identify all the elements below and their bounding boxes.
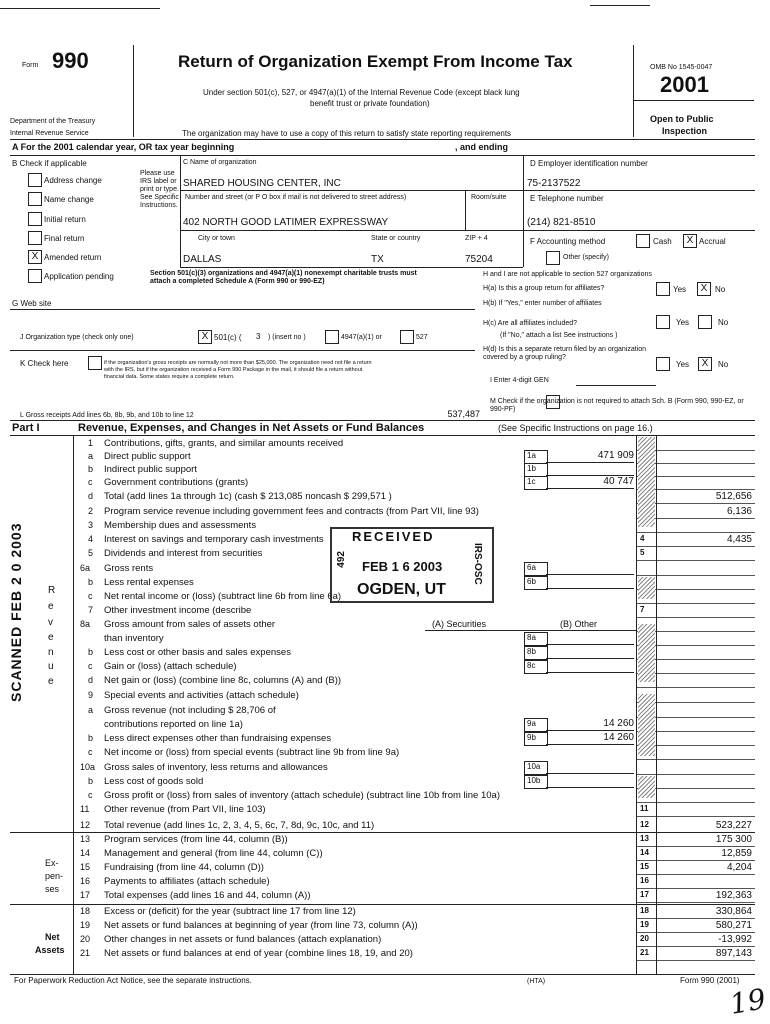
line-number: 12: [80, 820, 91, 830]
phone-value: (214) 821-8510: [527, 217, 596, 228]
line-number: 14: [80, 848, 91, 858]
org-grid-right: [523, 156, 524, 267]
side-expenses-1: Ex-: [45, 858, 59, 868]
hb-question: H(b) If "Yes," enter number of affiliates: [483, 300, 602, 307]
line-label: Total expenses (add lines 16 and 44, column (A)): [104, 890, 311, 901]
line-number: c: [88, 477, 93, 487]
line-number: 7: [88, 605, 94, 615]
line-label: than inventory: [104, 633, 164, 644]
line-number: 5: [88, 548, 94, 558]
line-label: Management and general (from line 44, column (C)): [104, 848, 323, 859]
phone-rule: [523, 230, 755, 231]
line-label: Total revenue (add lines 1c, 2, 3, 4, 5, 6c, 7, 8d, 9c, 10c, and 11): [104, 820, 375, 831]
line-number: a: [88, 451, 94, 461]
open-public: Open to Public: [650, 114, 714, 124]
line-column-number: 21: [640, 948, 649, 957]
form-subtitle-1: Under section 501(c), 527, or 4947(a)(1) of the Internal Revenue Code (except black lung: [203, 88, 520, 97]
line-value[interactable]: 523,227: [715, 820, 752, 831]
section-501-note: Section 501(c)(3) organizations and 4947(a)(1) nonexempt charitable trusts must attach a completed Schedule A (Form 990 or 990-EZ): [150, 270, 417, 285]
hc-yes-label: Yes: [676, 318, 690, 327]
tax-year: 2001: [660, 72, 709, 97]
sub-line-box: 1a: [524, 450, 548, 464]
line-label: Payments to affiliates (attach schedule): [104, 876, 270, 887]
hatch-4: [638, 694, 655, 756]
sub-line-value[interactable]: [546, 660, 634, 673]
form-number: 990: [52, 48, 89, 73]
org-city: DALLAS: [183, 254, 222, 265]
row-rule: [636, 960, 755, 961]
side-e3: e: [48, 676, 54, 687]
org-name-rule: [180, 190, 523, 191]
line-column-number: 20: [640, 934, 649, 943]
line-label: Other changes in net assets or fund balances (attach explanation): [104, 934, 382, 945]
line-number: 8a: [80, 619, 91, 629]
org-name: SHARED HOUSING CENTER, INC: [183, 178, 341, 189]
line-label: Gain or (loss) (attach schedule): [104, 661, 237, 672]
section-rule: [10, 832, 755, 833]
handwritten-page-number: 19: [727, 982, 769, 1021]
line-label: Net income or (loss) from special events (subtract line 9b from line 9a): [104, 747, 400, 758]
sub-line-box: 9b: [524, 732, 548, 746]
sub-line-value[interactable]: [546, 576, 634, 589]
line-label: contributions reported on line 1a): [104, 719, 243, 730]
application-pending-label: Application pending: [44, 272, 114, 281]
received-stamp: [330, 527, 494, 603]
line-number: 16: [80, 876, 91, 886]
org-state: TX: [371, 254, 384, 265]
sub-line-box: 1c: [524, 476, 548, 490]
line-label: Dividends and interest from securities: [104, 548, 263, 559]
dept-treasury: Department of the Treasury: [10, 118, 96, 125]
m-checkbox[interactable]: [546, 395, 560, 409]
column-a-header: (A) Securities: [432, 619, 487, 629]
room-divider: [465, 191, 466, 230]
section-rule: [10, 904, 755, 905]
row-rule: [636, 902, 755, 903]
line-column-number: 7: [640, 605, 645, 614]
omb-number: OMB No 1545-0047: [650, 64, 713, 71]
city-label: City or town: [198, 235, 235, 242]
line-label: Indirect public support: [104, 464, 197, 475]
side-divider: [73, 436, 74, 974]
line-i: I Enter 4-digit GEN: [490, 377, 549, 384]
cash-label: Cash: [653, 237, 672, 246]
stamp-side: IRS-OSC: [472, 543, 483, 585]
footer-notice: For Paperwork Reduction Act Notice, see the separate instructions.: [14, 976, 252, 985]
line-value[interactable]: 580,271: [715, 920, 752, 931]
sub-line-box: 6b: [524, 576, 548, 590]
line-number: 9: [88, 690, 94, 700]
line-a: A For the 2001 calendar year, OR tax year beginning: [12, 142, 235, 152]
line-number: c: [88, 591, 93, 601]
sub-line-box: 8b: [524, 646, 548, 660]
line-a-ending: , and ending: [455, 142, 508, 152]
stamp-received: RECEIVED: [352, 529, 435, 544]
side-net-2: Assets: [35, 945, 65, 955]
hc-yes-checkbox[interactable]: [656, 315, 670, 329]
line-number: b: [88, 776, 94, 786]
line-value[interactable]: -13,992: [718, 934, 752, 945]
initial-return-label: Initial return: [44, 215, 86, 224]
row-rule: [636, 874, 755, 875]
line-number: 11: [80, 804, 90, 814]
sub-line-box: 6a: [524, 562, 548, 576]
line-column-number: 5: [640, 548, 645, 557]
footer-form: Form 990 (2001): [680, 976, 740, 985]
501c-label: 501(c) (: [214, 333, 242, 342]
line-label: Gross revenue (not including $ 28,706 of: [104, 705, 276, 716]
line-number: 3: [88, 520, 94, 530]
line-label: Membership dues and assessments: [104, 520, 257, 531]
line-number: c: [88, 661, 93, 671]
hd-yes-label: Yes: [676, 360, 690, 369]
line-number: 4: [88, 534, 94, 544]
sub-line-box: 1b: [524, 463, 548, 477]
row-rule: [636, 816, 755, 817]
sub-line-box: 8a: [524, 632, 548, 646]
line-number: 18: [80, 906, 91, 916]
line-a-rule: [10, 155, 755, 156]
line-column-number: 4: [640, 534, 645, 543]
ein-label: D Employer identification number: [530, 159, 648, 168]
l-rule: [10, 420, 755, 421]
k-checkbox[interactable]: [88, 356, 102, 370]
sub-line-value[interactable]: 14 260: [546, 718, 634, 731]
501c-checkbox[interactable]: X: [198, 330, 212, 344]
row-rule: [636, 759, 755, 760]
501c-number: 3: [256, 332, 261, 341]
side-e1: e: [48, 601, 54, 612]
name-change-checkbox[interactable]: [28, 192, 42, 206]
row-rule: [636, 617, 755, 618]
stamp-city: OGDEN, UT: [357, 581, 446, 598]
line-label: Net rental income or (loss) (subtract line 6b from line 6a): [104, 591, 342, 602]
hatch-2: [638, 577, 655, 599]
col-num-divider: [636, 436, 637, 974]
line-column-number: 18: [640, 906, 649, 915]
inspection: Inspection: [662, 126, 708, 136]
527-label: 527: [416, 334, 428, 341]
state-notice: The organization may have to use a copy of this return to satisfy state reporting requirements: [182, 129, 512, 138]
line-value[interactable]: 4,435: [726, 534, 752, 545]
application-pending-checkbox[interactable]: [28, 269, 42, 283]
row-rule: [636, 546, 755, 547]
line-number: 2: [88, 506, 94, 516]
sub-line-value[interactable]: [546, 761, 634, 774]
line-column-number: 11: [640, 804, 649, 813]
line-value[interactable]: 4,204: [726, 862, 752, 873]
side-expenses-3: ses: [45, 884, 60, 894]
part-i-rule: [10, 435, 755, 436]
part-i-label: Part I: [12, 422, 40, 434]
stamp-date: FEB 1 6 2003: [362, 559, 443, 574]
sub-line-value[interactable]: 14 260: [546, 732, 634, 745]
phone-label: E Telephone number: [530, 194, 604, 203]
name-change-label: Name change: [44, 195, 94, 204]
amended-return-label: Amended return: [44, 253, 102, 262]
web-site-label: G Web site: [12, 299, 52, 308]
hatch-3: [638, 624, 655, 682]
line-number: 21: [80, 948, 91, 958]
initial-return-checkbox[interactable]: [28, 212, 42, 226]
accrual-label: Accrual: [699, 237, 726, 246]
line-label: Net assets or fund balances at end of year (combine lines 18, 19, and 20): [104, 948, 413, 959]
ha-yes-label: Yes: [673, 285, 687, 294]
side-expenses-2: pen-: [45, 871, 64, 881]
line-label: Gross profit or (loss) from sales of inventory (attach schedule) (subtract line 10b from line 10a): [104, 790, 500, 801]
line-number: 13: [80, 834, 91, 844]
line-label: Fundraising (from line 44, column (D)): [104, 862, 264, 873]
cash-checkbox[interactable]: [636, 234, 650, 248]
side-net-1: Net: [45, 932, 60, 942]
line-label: Total (add lines 1a through 1c) (cash $ 213,085 noncash $ 299,571 ): [104, 491, 392, 502]
sub-line-value[interactable]: [546, 463, 634, 476]
line-label: Contributions, gifts, grants, and similar amounts received: [104, 438, 344, 449]
amended-return-checkbox[interactable]: X: [28, 250, 42, 264]
line-column-number: 13: [640, 834, 649, 843]
top-rule: [0, 8, 160, 9]
k-label: K Check here: [20, 359, 69, 368]
hd-no-checkbox[interactable]: X: [698, 357, 712, 371]
row-rule: [636, 860, 755, 861]
j-rule: [10, 350, 475, 351]
side-n: n: [48, 647, 54, 658]
row-rule: [636, 888, 755, 889]
line-number: b: [88, 733, 94, 743]
dept-irs: Internal Revenue Service: [10, 130, 89, 137]
line-number: 1: [88, 438, 94, 448]
line-value[interactable]: 512,656: [715, 491, 752, 502]
line-label: Net gain or (loss) (combine line 8c, columns (A) and (B)): [104, 675, 342, 686]
row-rule: [636, 560, 755, 561]
sub-line-value[interactable]: [546, 562, 634, 575]
row-rule: [636, 918, 755, 919]
room-label: Room/suite: [471, 194, 507, 201]
line-label: Special events and activities (attach schedule): [104, 690, 299, 701]
line-value[interactable]: 192,363: [715, 890, 752, 901]
line-label: Government contributions (grants): [104, 477, 249, 488]
line-label: Program service revenue including government fees and contracts (from Part VII, line 93): [104, 506, 479, 517]
part-i-title: Revenue, Expenses, and Changes in Net Assets or Fund Balances: [78, 422, 425, 434]
side-e2: e: [48, 632, 54, 643]
sub-line-value[interactable]: [546, 632, 634, 645]
please-print: Please use IRS label or print or type. See Specific Instructions.: [140, 170, 179, 209]
line-number: c: [88, 790, 93, 800]
street-label: Number and street (or P O box if mail is not delivered to street address): [185, 194, 407, 201]
row-rule: [636, 575, 755, 576]
address-change-label: Address change: [44, 176, 102, 185]
hc-question: H(c) Are all affiliates included?: [483, 320, 578, 327]
form-subtitle-2: benefit trust or private foundation): [310, 99, 430, 108]
hc-no-checkbox[interactable]: [698, 315, 712, 329]
form-word: Form: [22, 62, 39, 69]
final-return-label: Final return: [44, 234, 85, 243]
line-label: Other revenue (from Part VII, line 103): [104, 804, 266, 815]
accounting-label: F Accounting method: [530, 237, 606, 246]
line-column-number: 17: [640, 890, 649, 899]
line-number: 6a: [80, 563, 91, 573]
scanned-mark: SCANNED FEB 2 0 2003: [8, 522, 24, 702]
header-divider-right: [633, 45, 634, 137]
header-bottom-rule: [10, 139, 755, 140]
ein-value: 75-2137522: [527, 178, 581, 189]
line-number: c: [88, 747, 93, 757]
line-number: b: [88, 577, 94, 587]
row-rule: [636, 532, 755, 533]
footer-rule: [10, 974, 755, 975]
hc-note: (If "No," attach a list See instructions ): [500, 332, 618, 339]
side-v: v: [48, 617, 53, 628]
org-street: 402 NORTH GOOD LATIMER EXPRESSWAY: [183, 217, 389, 228]
line-value[interactable]: 6,136: [726, 506, 752, 517]
year-rule: [634, 100, 754, 101]
line-number: 20: [80, 934, 91, 944]
form-title: Return of Organization Exempt From Income Tax: [178, 52, 573, 71]
line-column-number: 16: [640, 876, 649, 885]
side-u: u: [48, 661, 54, 672]
sub-line-value[interactable]: [546, 775, 634, 788]
ha-yes-checkbox[interactable]: [656, 282, 670, 296]
hd-yes-checkbox[interactable]: [656, 357, 670, 371]
line-label: Gross amount from sales of assets other: [104, 619, 276, 630]
row-rule: [636, 802, 755, 803]
line-column-number: 12: [640, 820, 649, 829]
other-method-label: Other (specify): [563, 254, 609, 261]
line-number: a: [88, 705, 94, 715]
line-label: Less cost of goods sold: [104, 776, 204, 787]
org-grid-left: [180, 156, 181, 267]
column-b-header: (B) Other: [560, 619, 598, 629]
line-number: b: [88, 464, 94, 474]
gross-receipts: 537,487: [447, 409, 480, 419]
sub-line-value[interactable]: [546, 646, 634, 659]
sub-line-box: 10a: [524, 761, 548, 775]
accrual-checkbox[interactable]: X: [683, 234, 697, 248]
row-rule: [636, 932, 755, 933]
row-rule: [636, 603, 755, 604]
line-label: Less rental expenses: [104, 577, 194, 588]
line-m: M Check if the organization is not required to attach Sch. B (Form 990, 990-EZ, or 990-PF): [490, 398, 744, 413]
sub-line-box: 9a: [524, 718, 548, 732]
line-column-number: 15: [640, 862, 649, 871]
web-site-rule: [10, 309, 475, 310]
line-label: Gross sales of inventory, less returns and allowances: [104, 762, 328, 773]
line-b-label: B Check if applicable: [12, 159, 87, 168]
org-type-label: J Organization type (check only one): [20, 334, 134, 341]
final-return-checkbox[interactable]: [28, 231, 42, 245]
line-label: Program services (from line 44, column (B)): [104, 834, 288, 845]
sub-line-box: 10b: [524, 775, 548, 789]
line-label: Other investment income (describe: [104, 605, 252, 616]
col-value-divider: [656, 436, 657, 974]
4947-label: 4947(a)(1) or: [341, 334, 382, 341]
insert-no: ) (insert no ): [268, 334, 306, 341]
line-number: d: [88, 491, 94, 501]
row-rule: [636, 687, 755, 688]
ha-question: H(a) Is this a group return for affiliates?: [483, 285, 605, 292]
city-rule: [180, 267, 523, 268]
ha-no-checkbox[interactable]: X: [697, 282, 711, 296]
sec-rule: [425, 630, 636, 631]
hd-question: H(d) Is this a separate return filed by an organization covered by a group ruling?: [483, 346, 647, 361]
state-label: State or country: [371, 235, 421, 242]
footer-hta: (HTA): [527, 978, 546, 985]
other-method-checkbox[interactable]: [546, 251, 560, 265]
row-rule: [636, 774, 755, 775]
line-l: L Gross receipts Add lines 6b, 8b, 9b, and 10b to line 12: [20, 412, 194, 419]
line-number: 19: [80, 920, 91, 930]
4947-checkbox[interactable]: [325, 330, 339, 344]
hc-no-label: No: [718, 318, 729, 327]
row-rule: [636, 946, 755, 947]
line-label: Net assets or fund balances at beginning of year (from line 73, column (A)): [104, 920, 418, 931]
line-number: 10a: [80, 762, 96, 772]
line-value[interactable]: 12,859: [721, 848, 752, 859]
header-divider-left: [133, 45, 134, 137]
ein-rule: [523, 190, 755, 191]
line-number: 15: [80, 862, 91, 872]
row-rule: [636, 846, 755, 847]
address-change-checkbox[interactable]: [28, 173, 42, 187]
527-checkbox[interactable]: [400, 330, 414, 344]
ha-no-label: No: [715, 285, 726, 294]
sub-line-box: 8c: [524, 660, 548, 674]
gen-rule: [576, 385, 656, 386]
line-number: d: [88, 675, 94, 685]
line-value[interactable]: 175 300: [715, 834, 752, 845]
line-label: Interest on savings and temporary cash investments: [104, 534, 324, 545]
line-number: b: [88, 647, 94, 657]
line-label: Gross rents: [104, 563, 154, 574]
org-zip: 75204: [465, 254, 493, 265]
line-label: Less direct expenses other than fundraising expenses: [104, 733, 332, 744]
line-value[interactable]: 897,143: [715, 948, 752, 959]
line-label: Excess or (deficit) for the year (subtract line 17 from line 12): [104, 906, 356, 917]
zip-label: ZIP + 4: [465, 235, 488, 242]
hatch-5: [638, 776, 655, 798]
line-label: Direct public support: [104, 451, 191, 462]
line-number: 17: [80, 890, 91, 900]
sub-line-value[interactable]: 471 909: [546, 450, 634, 463]
stamp-code: 492: [336, 551, 347, 568]
line-column-number: 14: [640, 848, 649, 857]
street-rule: [180, 230, 523, 231]
line-column-number: 19: [640, 920, 649, 929]
top-rule-right: [590, 5, 650, 6]
part-i-note: (See Specific Instructions on page 16.): [498, 423, 653, 433]
line-value[interactable]: 330,864: [715, 906, 752, 917]
line-label: Less cost or other basis and sales expenses: [104, 647, 291, 658]
k-description: if the organization's gross receipts are normally not more than $25,000. The organization need not file a return with the IRS, but if the organization received a Form 990 Package in the mail, it should file a return without financial data. Some states require a complete return.: [104, 360, 372, 380]
h-intro: H and I are not applicable to section 527 organizations: [483, 271, 652, 278]
org-name-label: C Name of organization: [183, 159, 257, 166]
sub-line-value[interactable]: 40 747: [546, 476, 634, 489]
hatch-1: [638, 437, 655, 527]
hd-no-label: No: [718, 360, 729, 369]
side-r: R: [48, 585, 56, 596]
